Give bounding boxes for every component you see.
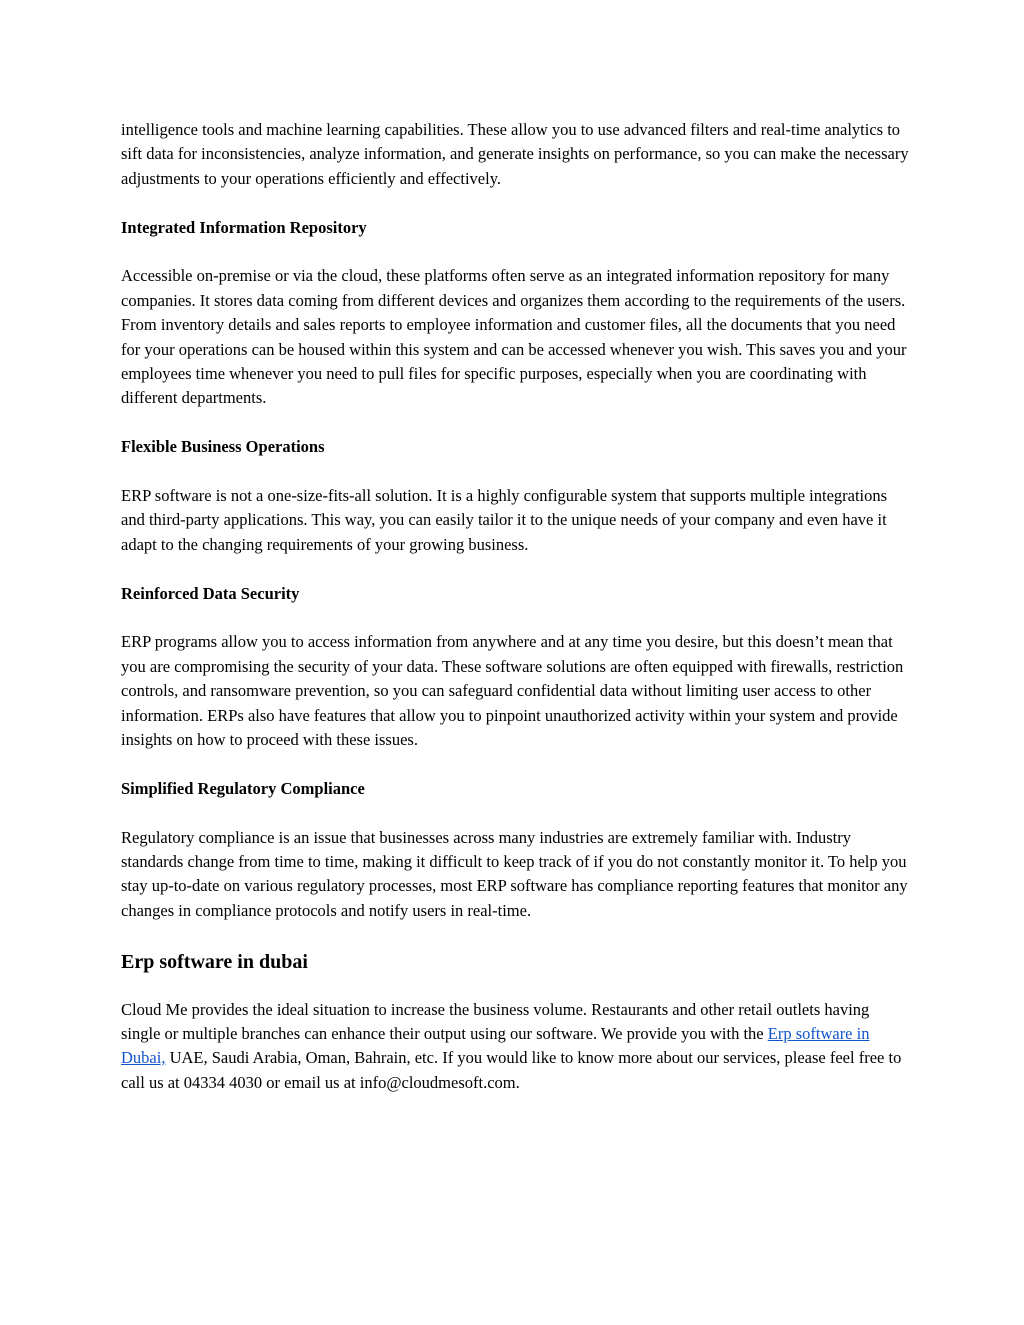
section-heading-integrated-information-repository: Integrated Information Repository — [121, 217, 367, 237]
closing-text-before: Cloud Me provides the ideal situation to increase the business volume. Restaurants and other retail outlets having single or multiple branches can enhance their output using our software. We provide you with the — [121, 999, 870, 1044]
section-body-simplified-regulatory-compliance: Regulatory compliance is an issue that businesses across many industries are extremely familiar with. Industry standards change from time to time, making it difficult to keep track of if you do not constantly monitor it. To help you stay up-to-date on various regulatory processes, most ERP software has compliance reporting features that monitor any changes in compliance protocols and notify users in real-time. — [121, 827, 908, 920]
section-body-integrated-information-repository: Accessible on-premise or via the cloud, these platforms often serve as an integrated information repository for many companies. It stores data coming from different devices and organizes them according to the requirements of the users. From inventory details and sales reports to employee information and customer files, all the documents that you need for your operations can be housed within this system and can be accessed whenever you wish. This saves you and your employees time whenever you need to pull files for specific purposes, especially when you are coordinating with different departments. — [121, 266, 907, 408]
section-heading-reinforced-data-security: Reinforced Data Security — [121, 583, 300, 603]
closing-paragraph — [121, 998, 911, 1096]
closing-text-after: UAE, Saudi Arabia, Oman, Bahrain, etc. If you would like to know more about our services, please feel free to call us at 04334 4030 or email us at info@cloudmesoft.com. — [121, 1048, 902, 1092]
section-heading-simplified-regulatory-compliance: Simplified Regulatory Compliance — [121, 778, 365, 798]
document-page — [121, 118, 911, 1120]
section-body-reinforced-data-security: ERP programs allow you to access information from anywhere and at any time you desire, but this doesn’t mean that you are compromising the security of your data. These software solutions are often equipped with firewalls, restriction controls, and ransomware prevention, so you can safeguard confidential data without limiting user access to other information. ERPs also have features that allow you to pinpoint unauthorized activity within your system and provide insights on how to proceed with these issues. — [121, 632, 904, 750]
closing-title: Erp software in dubai — [121, 950, 308, 973]
section-heading-flexible-business-operations: Flexible Business Operations — [121, 437, 325, 457]
intro-paragraph: intelligence tools and machine learning capabilities. These allow you to use advanced filters and real-time analytics to sift data for inconsistencies, analyze information, and generate insights on performance, so you can make the necessary adjustments to your operations efficiently and effectively. — [121, 120, 909, 188]
section-body-flexible-business-operations: ERP software is not a one-size-fits-all solution. It is a highly configurable system that supports multiple integrations and third-party applications. This way, you can easily tailor it to the unique needs of your company and even have it adapt to the changing requirements of your growing business. — [121, 486, 888, 554]
erp-software-in-dubai-link[interactable]: Erp software in Dubai, — [121, 1024, 870, 1068]
